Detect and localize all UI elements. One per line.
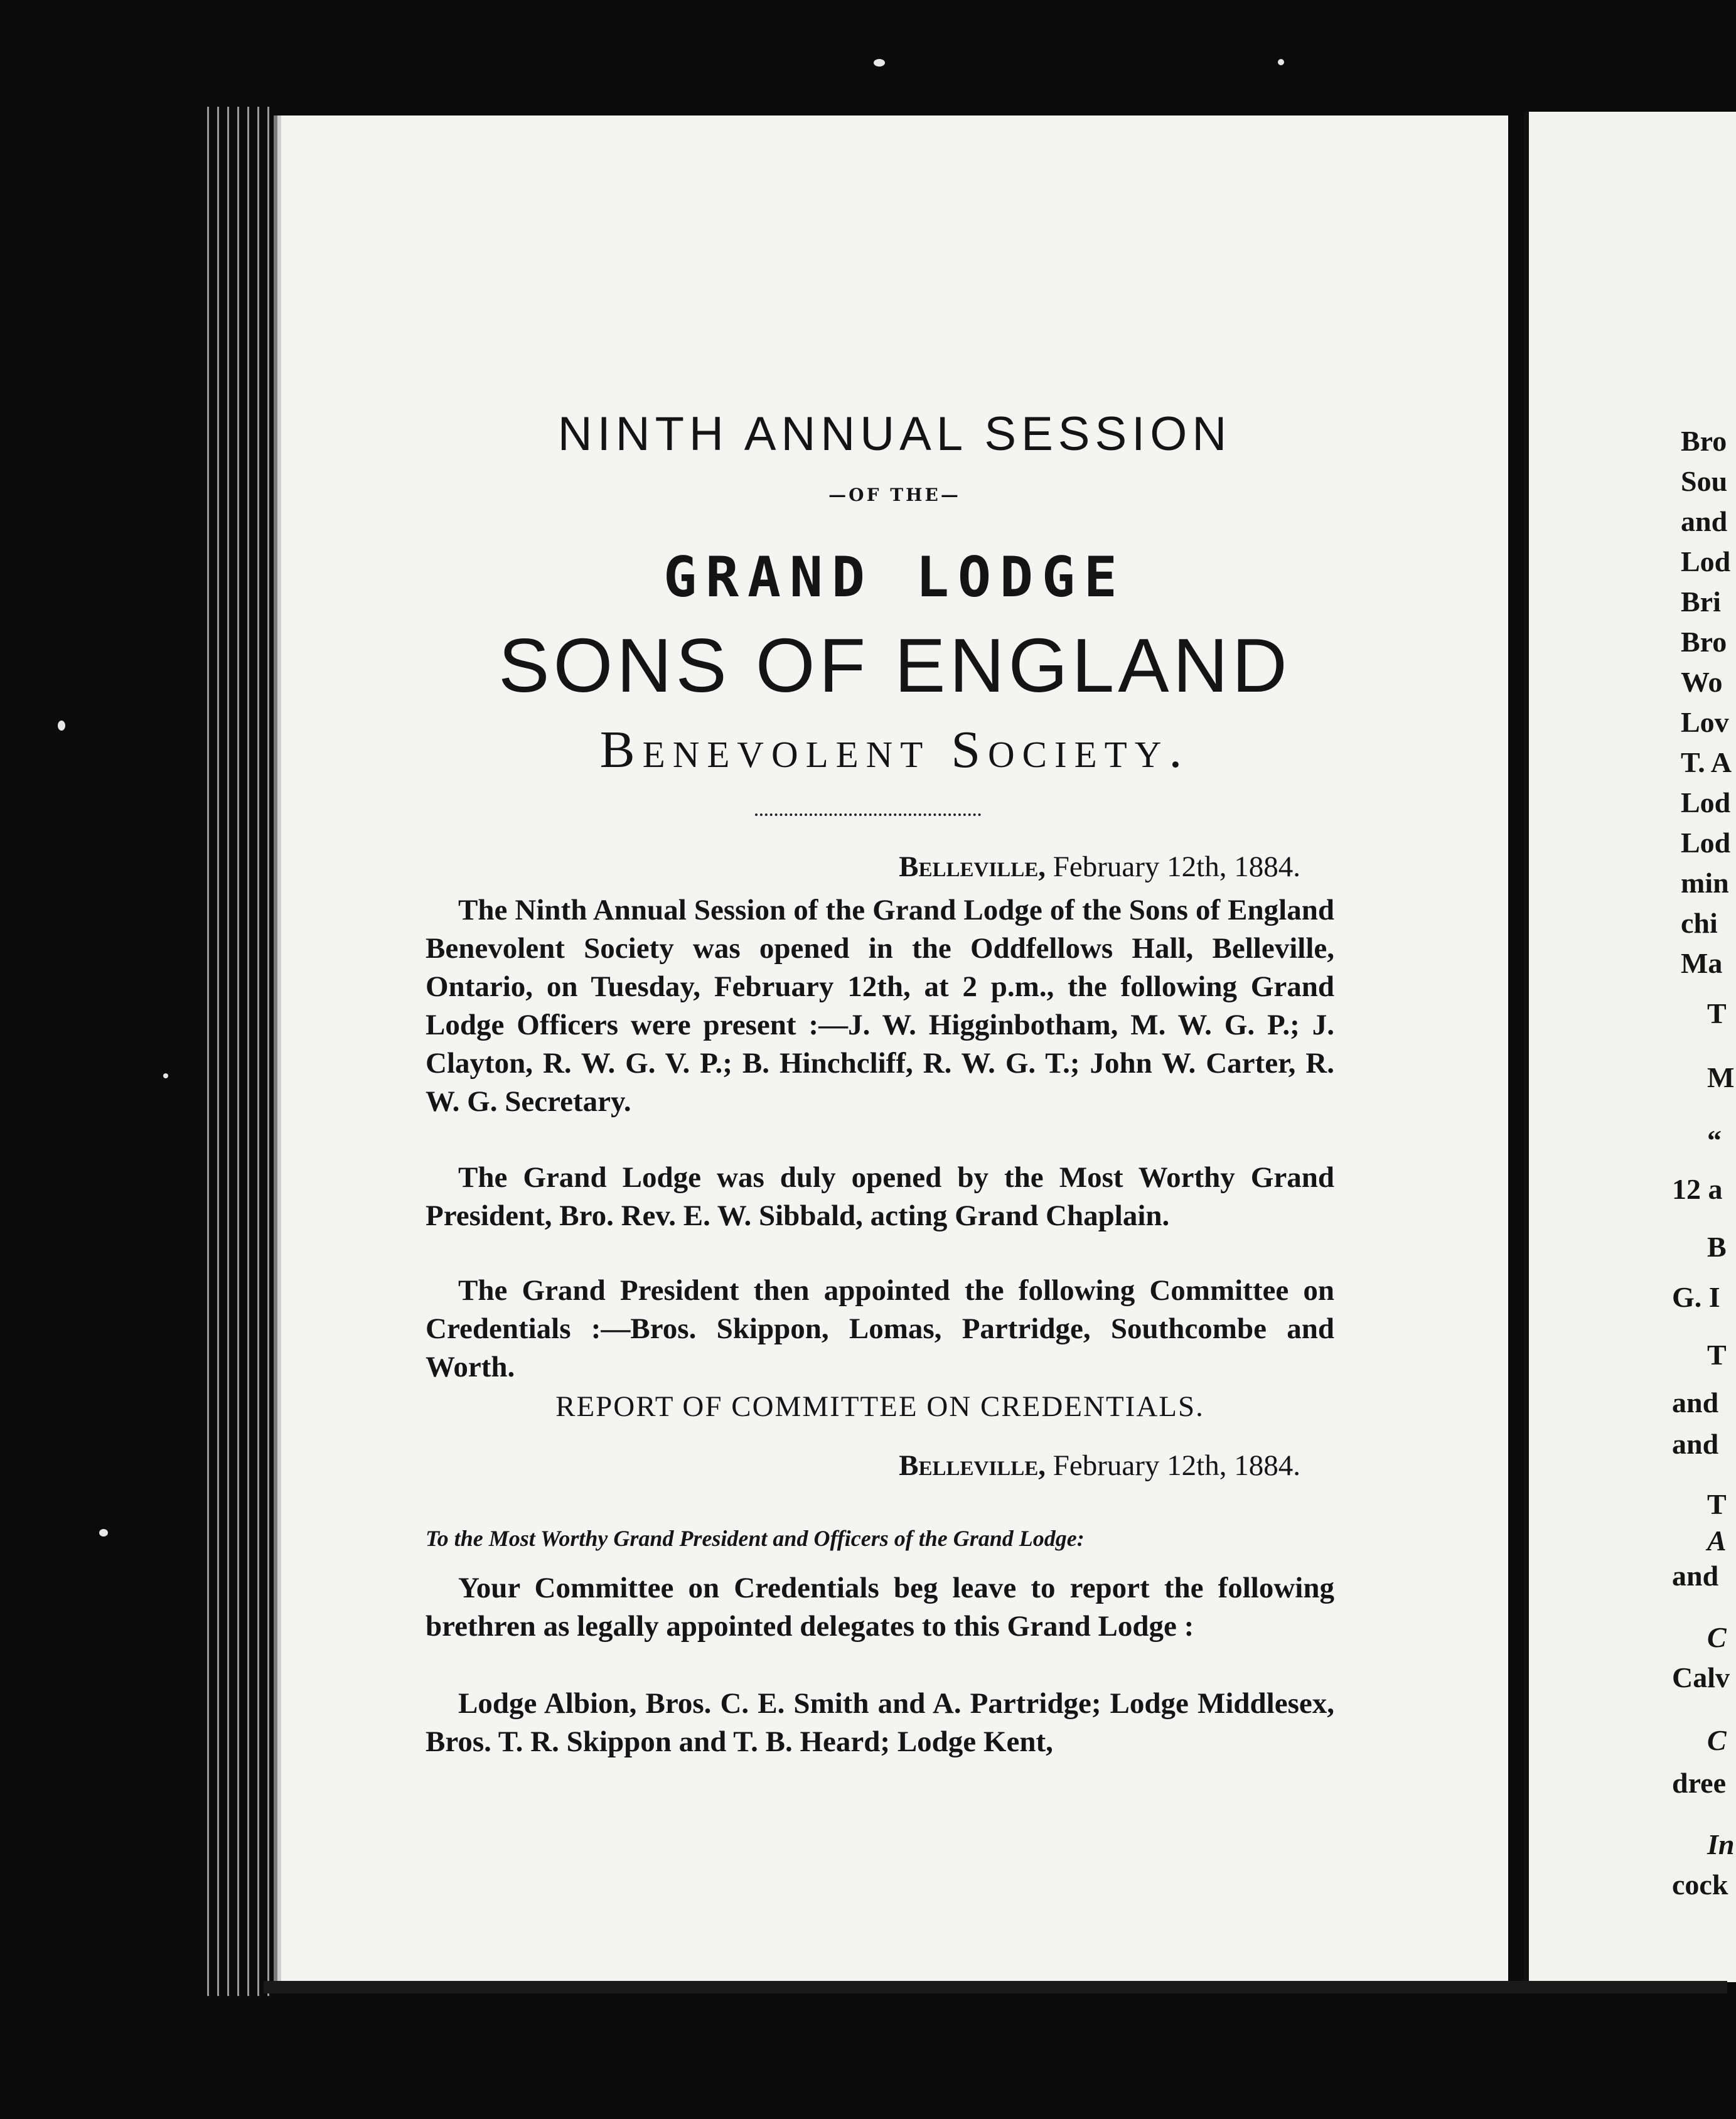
right-page-fragment: Bro — [1681, 425, 1727, 457]
right-page-fragment: and — [1672, 1560, 1719, 1592]
right-page-fragment: T. A — [1681, 746, 1732, 778]
right-page-fragment: T — [1707, 1488, 1727, 1520]
dateline-place: Belleville, — [899, 1449, 1046, 1482]
dateline — [741, 850, 1300, 884]
session-heading: NINTH ANNUAL SESSION — [557, 407, 1232, 461]
right-page-fragment: Lod — [1681, 545, 1731, 577]
right-page-fragment: A — [1707, 1525, 1727, 1557]
benevolent-society-heading: Benevolent Society. — [599, 721, 1190, 779]
right-page-fragment: T — [1707, 1339, 1727, 1371]
page-edge — [207, 107, 215, 1996]
report-heading: REPORT OF COMMITTEE ON CREDENTIALS. — [555, 1390, 1204, 1423]
dateline-place: Belleville, — [899, 850, 1046, 883]
address-line: To the Most Worthy Grand President and Officers of the Grand Lodge: — [426, 1526, 1085, 1551]
right-page-fragment: Bri — [1681, 586, 1721, 618]
dateline-date: February 12th, 1884. — [1053, 1449, 1300, 1482]
right-page-fragment: B — [1707, 1231, 1727, 1263]
opening-by-president-paragraph: The Grand Lodge was duly opened by the Most Worthy Grand President, Bro. Rev. E. W. Sibbald, acting Grand Chaplain. — [426, 1161, 1334, 1232]
right-page-fragment: Lod — [1681, 827, 1731, 859]
right-page-fragment: Lod — [1681, 786, 1731, 818]
divider-rule — [755, 813, 981, 816]
dust-speck — [163, 1073, 168, 1078]
right-page-fragment: M — [1707, 1061, 1735, 1093]
right-page-fragment: Ma — [1681, 947, 1723, 979]
report-intro-paragraph: Your Committee on Credentials beg leave to report the following brethren as legally appointed delegates to this Grand Lodge : — [426, 1572, 1334, 1643]
right-page-fragment: T — [1707, 997, 1727, 1029]
right-page-fragment: cock — [1672, 1869, 1728, 1901]
page-edge — [227, 107, 235, 1996]
right-page-fragment: Calv — [1672, 1661, 1730, 1693]
opening-paragraph: The Ninth Annual Session of the Grand Lodge of the Sons of England Benevolent Society was opened in the Oddfellows Hall, Belleville, Ontario, on Tuesday, February 12th, at 2 p.m., the following Grand Lodge Officers were present :—J. W. Higginbotham, M. W. G. P.; J. Clayton, R. W. G. V. P.; B. Hinchcliff, R. W. G. T.; John W. Carter, R. W. G. Secretary. — [426, 894, 1334, 1118]
right-page-fragment: In — [1707, 1828, 1735, 1860]
page-edge — [237, 107, 245, 1996]
right-page-fragment: and — [1672, 1387, 1719, 1419]
right-page-fragment: min — [1681, 867, 1729, 899]
page-edge — [267, 107, 276, 1996]
right-page-fragment: “ — [1707, 1124, 1722, 1156]
book-bottom-edge — [264, 1981, 1727, 1993]
right-page — [1524, 112, 1736, 1982]
dust-speck — [58, 721, 65, 731]
of-the-heading: —OF THE— — [828, 485, 961, 505]
report-dateline — [741, 1449, 1300, 1483]
right-page-fragment: C — [1707, 1724, 1727, 1756]
grand-lodge-heading: GRAND LODGE — [663, 545, 1126, 609]
committee-appointment-paragraph: The Grand President then appointed the following Committee on Credentials :—Bros. Skippon, Lomas, Partridge, Southcombe and Worth. — [426, 1274, 1334, 1383]
right-page-fragment: Lov — [1681, 706, 1729, 738]
right-page-fragment: Sou — [1681, 465, 1728, 497]
dust-speck — [99, 1529, 108, 1537]
dust-speck — [1278, 59, 1284, 65]
page-edge — [217, 107, 225, 1996]
delegates-paragraph: Lodge Albion, Bros. C. E. Smith and A. Partridge; Lodge Middlesex, Bros. T. R. Skippon and T. B. Heard; Lodge Kent, — [426, 1687, 1334, 1758]
page-edge — [247, 107, 255, 1996]
page-edge — [257, 107, 265, 1996]
right-page-fragment: G. I — [1672, 1281, 1720, 1313]
right-page-fragment: and — [1672, 1428, 1719, 1460]
right-page-fragment: Wo — [1681, 666, 1723, 698]
right-page-fragment: Bro — [1681, 626, 1727, 658]
society-name-heading: SONS OF ENGLAND — [498, 623, 1291, 708]
right-page-fragment: 12 a — [1672, 1173, 1723, 1205]
dateline-date: February 12th, 1884. — [1053, 850, 1300, 883]
right-page-fragment: chi — [1681, 907, 1718, 939]
right-page-fragment: dree — [1672, 1767, 1727, 1799]
right-page-fragment: C — [1707, 1621, 1727, 1653]
dust-speck — [874, 59, 885, 67]
right-page-fragment: and — [1681, 505, 1728, 537]
